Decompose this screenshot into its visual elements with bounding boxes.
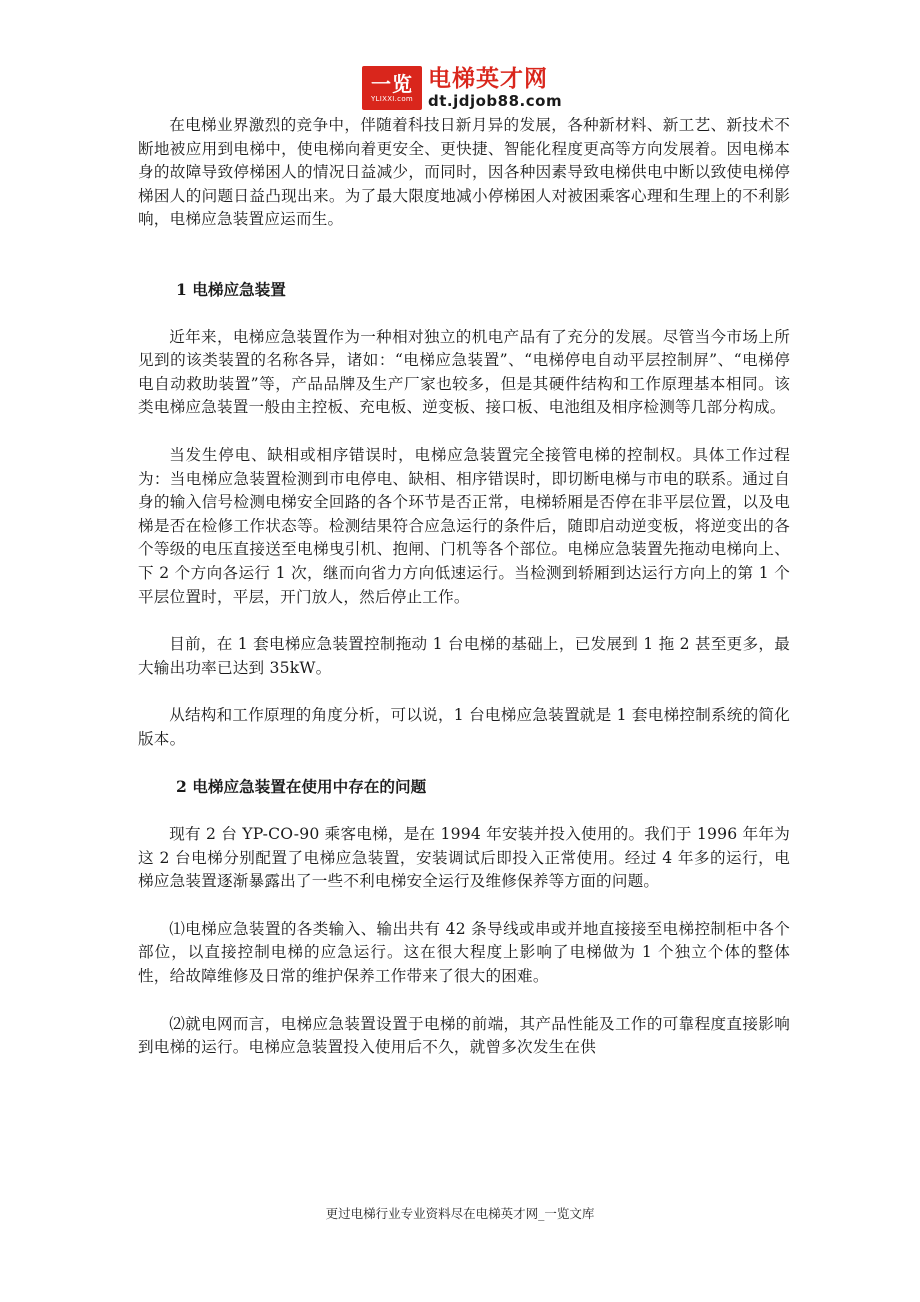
- section-2-paragraph-2: ⑴电梯应急装置的各类输入、输出共有 42 条导线或串或并地直接接至电梯控制柜中各个部位，以直接控制电梯的应急运行。这在很大程度上影响了电梯做为 1 个独立个体的整体性，给故障维修及日常的维护保养工作带来了很大的困难。: [138, 919, 790, 986]
- logo-text: [428, 67, 562, 110]
- section-1-paragraph-1: 近年来，电梯应急装置作为一种相对独立的机电产品有了充分的发展。尽管当今市场上所见到的该类装置的名称各异，诸如：“电梯应急装置”、“电梯停电自动平层控制屏”、“电梯停电自动救助装置”等，产品品牌及生产厂家也较多，但是其硬件结构和工作原理基本相同。该类电梯应急装置一般由主控板、充电板、逆变板、接口板、电池组及相序检测等几部分构成。: [138, 327, 790, 417]
- site-name: 电梯英才网: [428, 65, 548, 92]
- section-2-heading: 2 电梯应急装置在使用中存在的问题: [176, 777, 427, 797]
- intro-paragraph: 在电梯业界激烈的竞争中，伴随着科技日新月异的发展，各种新材料、新工艺、新技术不断地被应用到电梯中，使电梯向着更安全、更快捷、智能化程度更高等方向发展着。因电梯本身的故障导致停梯困人的情况日益减少，而同时，因各种因素导致电梯供电中断以致使电梯停梯困人的问题日益凸现出来。为了最大限度地减小停梯困人对被困乘客心理和生理上的不利影响，电梯应急装置应运而生。: [138, 116, 790, 229]
- logo-badge-text: 一览: [371, 71, 413, 96]
- section-1-heading: 1 电梯应急装置: [176, 279, 286, 299]
- section-1-paragraph-2: 当发生停电、缺相或相序错误时，电梯应急装置完全接管电梯的控制权。具体工作过程为：当电梯应急装置检测到市电停电、缺相、相序错误时，即切断电梯与市电的联系。通过自身的输入信号检测电梯安全回路的各个环节是否正常，电梯轿厢是否停在非平层位置，以及电梯是否在检修工作状态等。检测结果符合应急运行的条件后，随即启动逆变板，将逆变出的各个等级的电压直接送至电梯曳引机、抱闸、门机等各个部位。电梯应急装置先拖动电梯向上、下 2 个方向各运行 1 次，继而向省力方向低速运行。当检测到轿厢到达运行方向上的第 1 个平层位置时，平层，开门放人，然后停止工作。: [138, 445, 790, 606]
- site-url: dt.jdjob88.com: [428, 91, 563, 110]
- logo-badge-subtext: YLIXXI.com: [370, 94, 414, 103]
- section-1-paragraph-3: 目前，在 1 套电梯应急装置控制拖动 1 台电梯的基础上，已发展到 1 拖 2 甚至更多，最大输出功率已达到 35kW。: [138, 635, 790, 677]
- site-logo[interactable]: [362, 66, 562, 110]
- section-2-paragraph-1: 现有 2 台 YP-CO-90 乘客电梯，是在 1994 年安装并投入使用的。我们于 1996 年年为这 2 台电梯分别配置了电梯应急装置，安装调试后即投入正常使用。经过 4 年多的运行，电梯应急装置逐渐暴露出了一些不利电梯安全运行及维修保养等方面的问题。: [138, 825, 790, 891]
- section-2-paragraph-3: ⑵就电网而言，电梯应急装置设置于电梯的前端，其产品性能及工作的可靠程度直接影响到电梯的运行。电梯应急装置投入使用后不久，就曾多次发生在供: [138, 1014, 790, 1057]
- section-1-paragraph-4: 从结构和工作原理的角度分析，可以说，1 台电梯应急装置就是 1 套电梯控制系统的简化版本。: [138, 706, 790, 748]
- logo-badge: [362, 66, 422, 110]
- page-footer: 更过电梯行业专业资料尽在电梯英才网_一览文库: [325, 1206, 595, 1221]
- article-body: [138, 114, 790, 1060]
